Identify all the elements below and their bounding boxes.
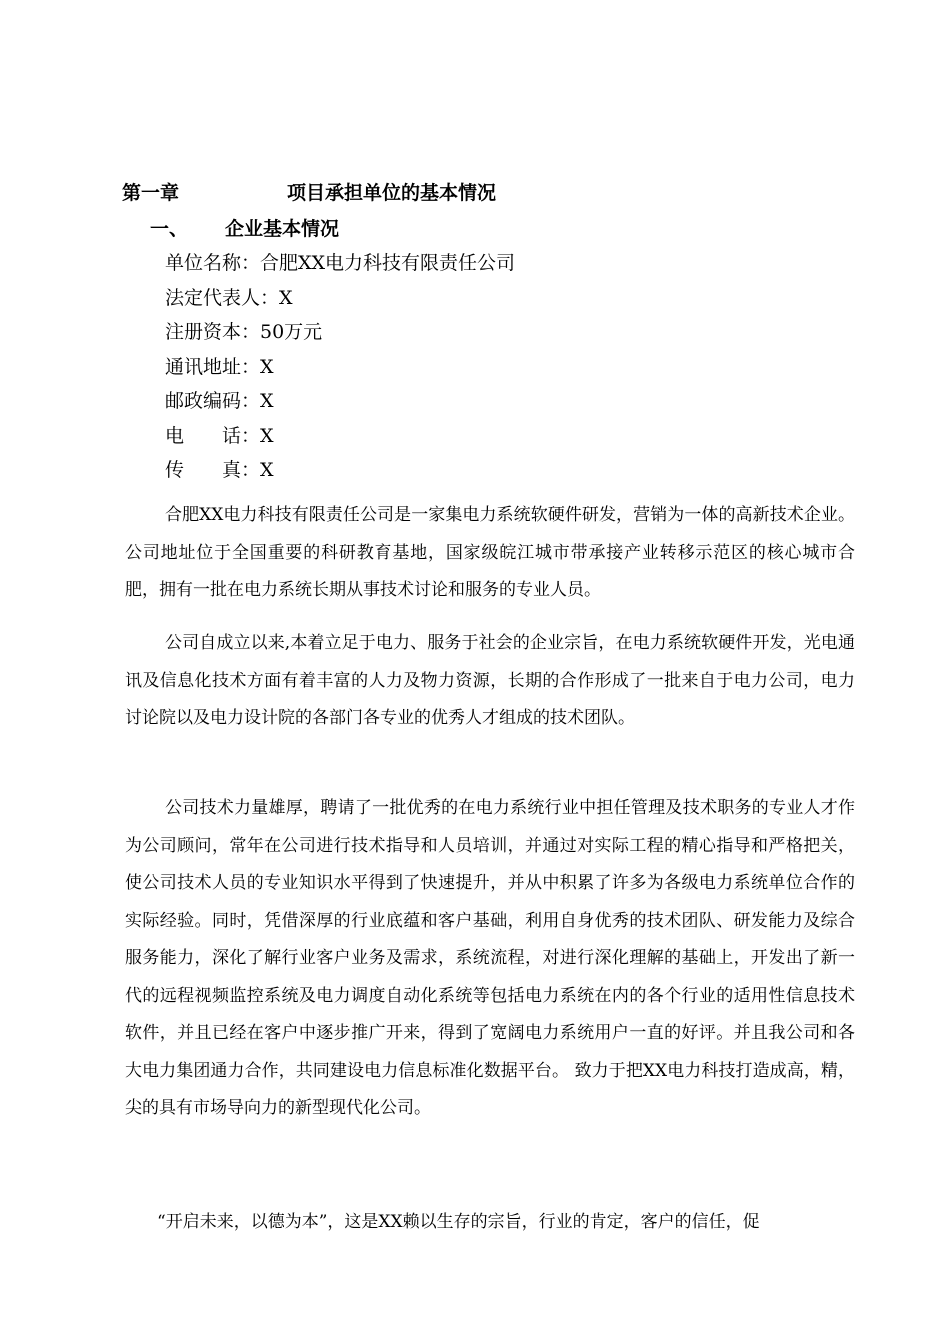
paragraph-technical-strength: 公司技术力量雄厚，聘请了一批优秀的在电力系统行业中担任管理及技术职务的专业人才作为公司顾问，常年在公司进行技术指导和人员培训，并通过对实际工程的精心指导和严格把关，使公司技术人员的专业知识水平得到了快速提升，并从中积累了许多为各级电力系统单位合作的实际经验。同时，凭借深厚的行业底蕴和客户基础，利用自身优秀的技术团队、研发能力及综合服务能力，深化了解行业客户业务及需求，系统流程，对进行深化理解的基础上，开发出了新一代的远程视频监控系统及电力调度自动化系统等包括电力系统在内的各个行业的适用性信息技术软件，并且已经在客户中逐步推广开来，得到了宽阔电力系统用户一直的好评。并且我公司和各大电力集团通力合作，共同建设电力信息标准化数据平台。 致力于把XX电力科技打造成高，精，尖的具有市场导向力的新型现代化公司。 <box>125 798 855 1118</box>
paragraph-history: 公司自成立以来,本着立足于电力、服务于社会的企业宗旨，在电力系统软硬件开发，光电通讯及信息化技术方面有着丰富的人力及物力资源，长期的合作形成了一批来自于电力公司，电力讨论院以及电力设计院的各部门各专业的优秀人才组成的技术团队。 <box>125 633 855 728</box>
info-postal-code: 邮政编码：X <box>165 390 274 412</box>
info-fax: 传 真：X <box>165 459 274 481</box>
paragraph-intro: 合肥XX电力科技有限责任公司是一家集电力系统软硬件研发，营销为一体的高新技术企业。公司地址位于全国重要的科研教育基地，国家级皖江城市带承接产业转移示范区的核心城市合肥，拥有一批在电力系统长期从事技术讨论和服务的专业人员。 <box>125 505 855 600</box>
section-number: 一、 <box>150 218 189 240</box>
info-address: 通讯地址：X <box>165 355 274 378</box>
info-company-name: 单位名称：合肥XX电力科技有限责任公司 <box>165 252 516 274</box>
chapter-heading <box>122 178 496 205</box>
info-registered-capital: 注册资本：50万元 <box>165 321 323 343</box>
paragraph-motto: “开启未来，以德为本”，这是XX赖以生存的宗旨，行业的肯定，客户的信任，促 <box>157 1212 760 1232</box>
info-phone: 电 话：X <box>165 424 274 447</box>
section-title: 企业基本情况 <box>225 218 340 240</box>
company-info-list <box>165 246 515 488</box>
info-legal-representative: 法定代表人：X <box>165 286 293 309</box>
section-heading <box>150 214 339 241</box>
chapter-title: 项目承担单位的基本情况 <box>287 182 497 204</box>
chapter-number: 第一章 <box>122 182 180 204</box>
